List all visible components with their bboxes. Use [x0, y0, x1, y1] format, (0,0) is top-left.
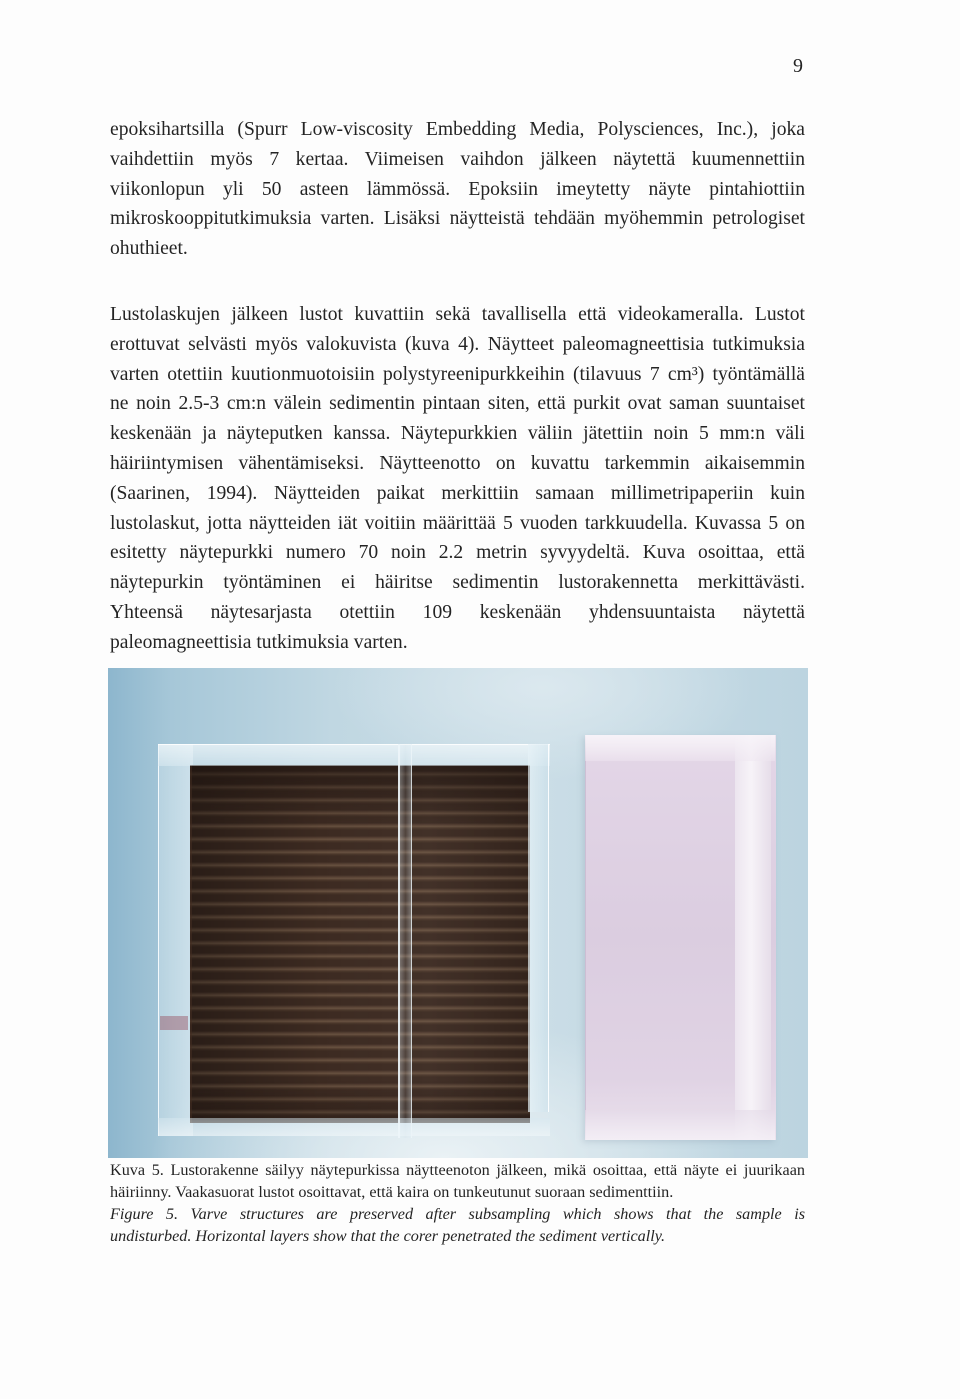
- empty-sample-box-top: [585, 735, 775, 761]
- page-number: 9: [793, 55, 803, 77]
- empty-sample-box-side: [735, 735, 771, 1140]
- caption-line-fi: häiriinny. Vaakasuorat lustot osoittavat, että kaira on tunkeutunut suoraan sedimenttiin.: [110, 1183, 674, 1201]
- glass-divider: [398, 744, 412, 1138]
- sample-box-right-wall: [528, 744, 549, 1112]
- text-line: epoksihartsilla (Spurr Low-viscosity Embedding Media, Polysciences, Inc.), joka: [110, 119, 805, 140]
- text-line: viikonlopun yli 50 asteen lämmössä. Epoksiin imeytetty näyte pintahiottiin: [110, 178, 805, 200]
- text-line: esitetty näytepurkki numero 70 noin 2.2 metrin syvyydeltä. Kuva osoittaa, että: [110, 542, 805, 564]
- figure-caption: [110, 1159, 805, 1247]
- text-line: erottuvat selvästi myös valokuvista (kuva 4). Näytteet paleomagneettisia tutkimuksia: [110, 333, 805, 355]
- text-line: vaihdettiin myös 7 kertaa. Viimeisen vaihdon jälkeen näytettä kuumennettiin: [110, 148, 805, 170]
- text-line: mikroskooppitutkimuksia varten. Lisäksi näytteistä tehdään myöhemmin petrologiset: [110, 208, 805, 230]
- caption-line-en: Figure 5. Varve structures are preserved after subsampling which shows that the sample is: [110, 1205, 805, 1223]
- text-line: Lustolaskujen jälkeen lustot kuvattiin sekä tavallisella että videokameralla. Lustot: [110, 304, 805, 325]
- text-line: lustolaskut, jotta näytteiden iät voitiin määrittää 5 vuoden tarkkuudella. Kuvassa 5 on: [110, 512, 805, 534]
- text-line: (Saarinen, 1994). Näytteiden paikat merkittiin samaan millimetripaperiin kuin: [110, 482, 805, 504]
- sample-box-bottom-edge: [158, 1118, 550, 1136]
- empty-sample-box-bottom: [585, 1110, 775, 1140]
- paragraph-1: [110, 115, 805, 264]
- text-line: häiriintymisen vähentämiseksi. Näytteenotto on kuvattu tarkemmin aikaisemmin: [110, 452, 805, 474]
- sediment-sample-block: [190, 765, 530, 1123]
- sample-box-left-wall: [158, 744, 193, 1136]
- paragraph-2: [110, 300, 805, 658]
- caption-line-fi: Kuva 5. Lustorakenne säilyy näytepurkissa näytteenoton jälkeen, mikä osoittaa, että näyte ei juurikaan: [110, 1161, 805, 1179]
- text-line: ohuthieet.: [110, 238, 188, 260]
- text-line: varten otettiin kuutionmuotoisiin polystyreenipurkkeihin (tilavuus 7 cm³) työntämällä: [110, 363, 805, 385]
- sample-box-top-edge: [158, 744, 550, 766]
- text-line: paleomagneettisia tutkimuksia varten.: [110, 631, 408, 653]
- text-line: ne noin 2.5-3 cm:n välein sedimentin pintaan siten, että purkit ovat saman suuntaiset: [110, 393, 805, 415]
- figure-5-photo: [108, 668, 808, 1158]
- text-line: näytepurkin työntäminen ei häiritse sedimentin lustorakennetta merkittävästi.: [110, 572, 805, 594]
- text-line: keskenään ja näyteputken kanssa. Näytepurkkien väliin jätettiin noin 5 mm:n väli: [110, 423, 805, 445]
- text-line: Yhteensä näytesarjasta otettiin 109 keskenään yhdensuuntaista näytettä: [110, 601, 805, 623]
- tape-mark: [160, 1016, 188, 1030]
- caption-line-en: undisturbed. Horizontal layers show that the corer penetrated the sediment vertically.: [110, 1227, 666, 1245]
